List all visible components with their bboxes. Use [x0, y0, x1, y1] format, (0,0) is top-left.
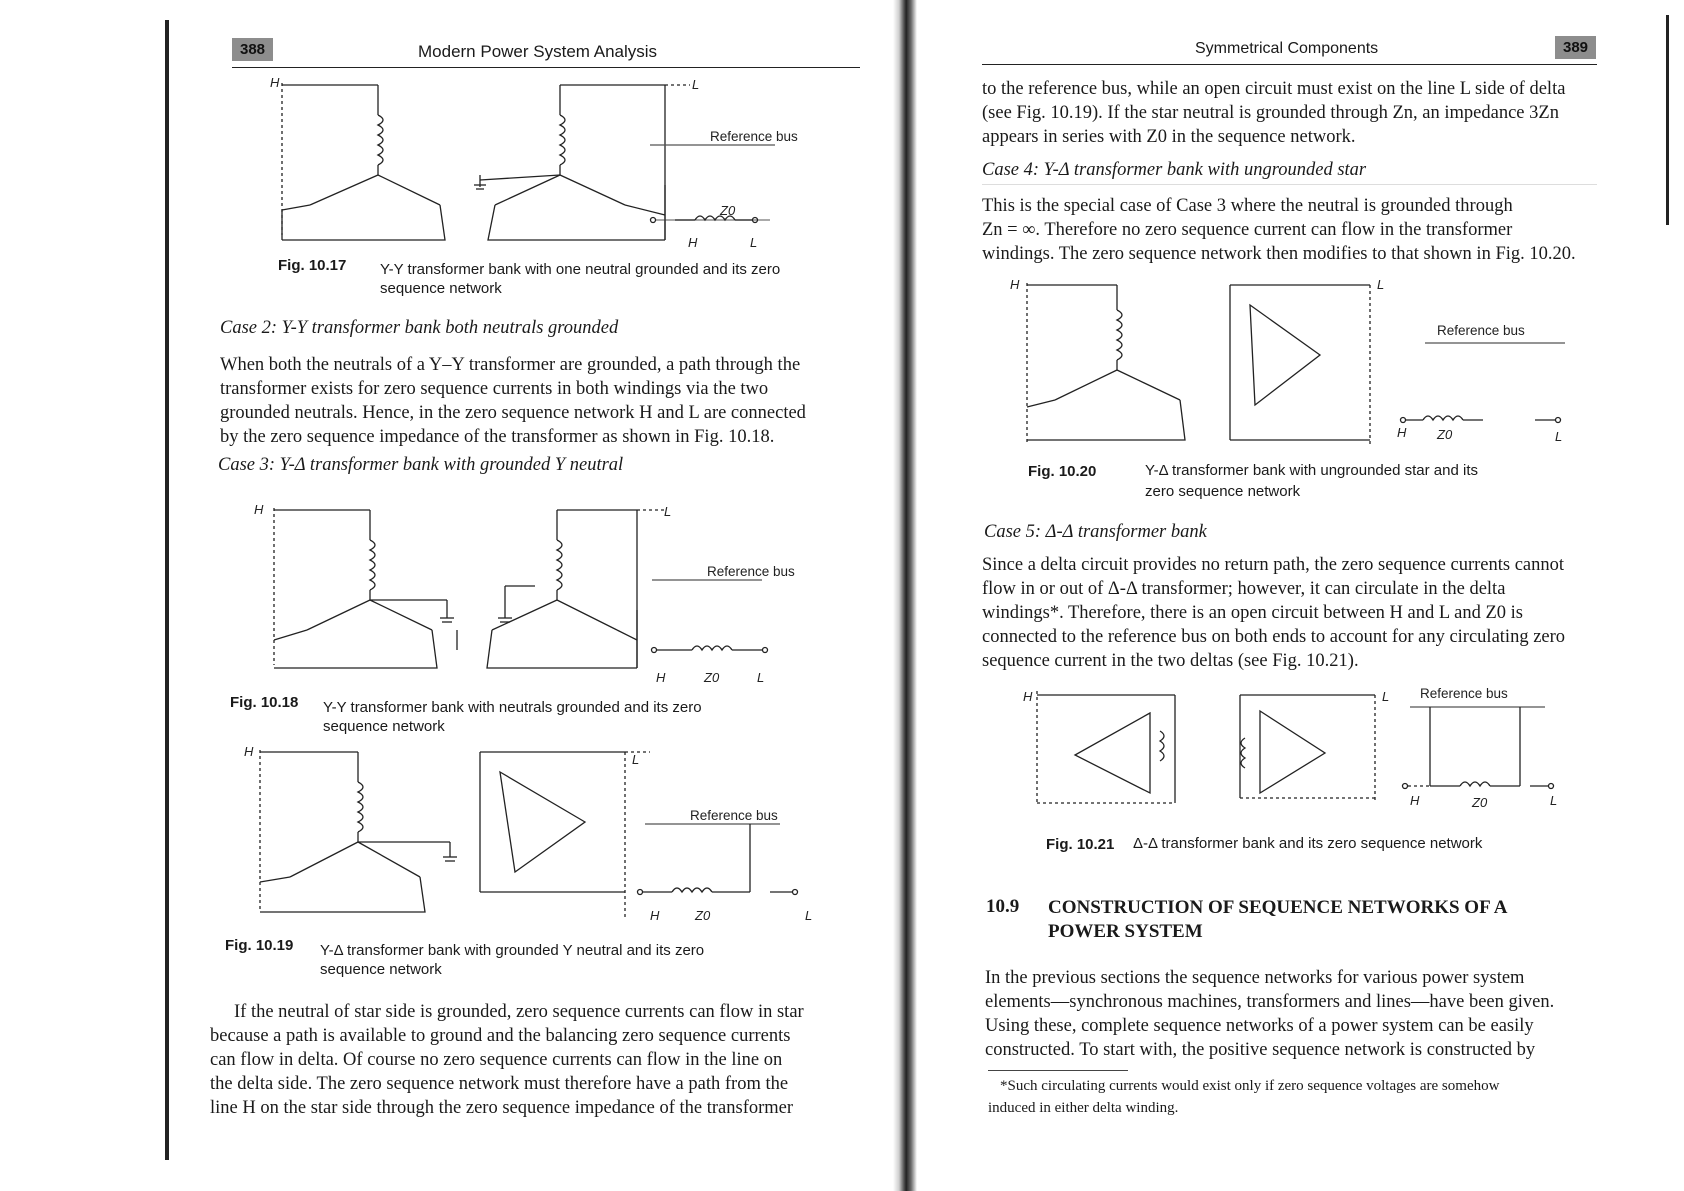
- page-number-right: 389: [1555, 36, 1596, 59]
- section-line: constructed. To start with, the positive sequence network is constructed by: [985, 1040, 1536, 1060]
- footnote-line2: induced in either delta winding.: [988, 1100, 1179, 1116]
- footnote-rule: [988, 1070, 1128, 1071]
- case5-heading: Case 5: Δ-Δ transformer bank: [984, 522, 1207, 542]
- intro-paragraph: [982, 77, 1597, 149]
- figure-10-21: [1020, 683, 1580, 818]
- closing-line: because a path is available to ground and the balancing zero sequence currents: [210, 1026, 791, 1046]
- fig-10-18-z0: Z0: [704, 670, 720, 685]
- case5-line: windings*. Therefore, there is an open circuit between H and L and Z0 is: [982, 603, 1523, 623]
- fig-10-19-label-h: H: [244, 744, 254, 759]
- fig-10-19-net-h: H: [650, 908, 660, 923]
- closing-line: line H on the star side through the zero sequence impedance of the transformer: [210, 1098, 794, 1118]
- fig-10-19-z0: Z0: [695, 908, 711, 923]
- fig-10-19-reference-bus: Reference bus: [690, 808, 778, 823]
- closing-paragraph: [210, 1000, 842, 1120]
- fig-10-17-caption-line2: sequence network: [380, 280, 502, 297]
- fig-10-21-net-h: H: [1410, 793, 1420, 808]
- fig-10-17-net-h: H: [688, 235, 698, 250]
- fig-10-20-label-l: L: [1377, 277, 1385, 292]
- fig-10-19-label-l: L: [632, 752, 640, 767]
- closing-line: the delta side. The zero sequence network must therefore have a path from the: [210, 1074, 789, 1094]
- intro-line: appears in series with Z0 in the sequence network.: [982, 127, 1356, 147]
- intro-line: (see Fig. 10.19). If the star neutral is grounded through Zn, an impedance 3Zn: [982, 103, 1559, 123]
- right-page: [900, 0, 1684, 1191]
- page-number-left: 388: [232, 38, 273, 61]
- case5-paragraph: [982, 553, 1597, 673]
- section-paragraph: [985, 966, 1598, 1062]
- fig-10-20-z0: Z0: [1437, 427, 1453, 442]
- case2-line: transformer exists for zero sequence currents in both windings via the two: [220, 379, 769, 399]
- fig-10-20-number: Fig. 10.20: [1028, 463, 1097, 480]
- case4-heading: Case 4: Y-Δ transformer bank with ungrounded star: [982, 160, 1367, 180]
- section-title-line1: CONSTRUCTION OF SEQUENCE NETWORKS OF A: [1048, 897, 1508, 918]
- fig-10-19-diagram: [240, 742, 850, 932]
- fig-10-20-caption-line2: zero sequence network: [1145, 483, 1301, 500]
- fig-10-20-net-l: L: [1555, 429, 1563, 444]
- case5-line: flow in or out of Δ-Δ transformer; however, it can circulate in the delta: [982, 579, 1506, 599]
- fig-10-17-number: Fig. 10.17: [278, 257, 347, 274]
- fig-10-21-net-l: L: [1550, 793, 1558, 808]
- header-rule-left: [232, 67, 860, 68]
- fig-10-19-caption-line2: sequence network: [320, 961, 442, 978]
- section-title: [1048, 896, 1507, 944]
- running-head-right: Symmetrical Components: [1195, 40, 1379, 57]
- fig-10-21-reference-bus: Reference bus: [1420, 686, 1508, 701]
- fig-10-19-number: Fig. 10.19: [225, 937, 294, 954]
- fig-10-19-caption-line1: Y-Δ transformer bank with grounded Y neutral and its zero: [320, 942, 705, 959]
- case4-rule: [982, 184, 1597, 185]
- fig-10-21-diagram: [1020, 683, 1580, 813]
- fig-10-21-label-h: H: [1023, 689, 1033, 704]
- fig-10-17-reference-bus: Reference bus: [710, 129, 798, 144]
- figure-10-20: [1005, 275, 1595, 460]
- fig-10-18-diagram: [252, 500, 852, 690]
- fig-10-18-net-h: H: [656, 670, 666, 685]
- fig-10-18-caption-line1: Y-Y transformer bank with neutrals grounded and its zero: [323, 699, 702, 716]
- section-line: Using these, complete sequence networks of a power system can be easily: [985, 1016, 1534, 1036]
- fig-10-17-label-h: H: [270, 75, 280, 90]
- case4-line: Zn = ∞. Therefore no zero sequence current can flow in the transformer: [982, 220, 1513, 240]
- header-rule-right: [982, 64, 1597, 65]
- fig-10-20-net-h: H: [1397, 425, 1407, 440]
- case2-line: grounded neutrals. Hence, in the zero sequence network H and L are connected: [220, 403, 806, 423]
- fig-10-20-diagram: [1005, 275, 1595, 455]
- fig-10-17-caption-line1: Y-Y transformer bank with one neutral grounded and its zero: [380, 261, 781, 278]
- fig-10-20-reference-bus: Reference bus: [1437, 323, 1525, 338]
- case4-line: windings. The zero sequence network then modifies to that shown in Fig. 10.20.: [982, 244, 1576, 264]
- fig-10-18-net-l: L: [757, 670, 765, 685]
- case2-heading: Case 2: Y-Y transformer bank both neutrals grounded: [220, 318, 619, 338]
- footnote: [988, 1075, 1603, 1119]
- fig-10-18-label-h: H: [254, 502, 264, 517]
- case2-line: When both the neutrals of a Y–Y transformer are grounded, a path through the: [220, 355, 801, 375]
- figure-10-18: [252, 500, 852, 695]
- section-line: elements—synchronous machines, transformers and lines—have been given.: [985, 992, 1555, 1012]
- fig-10-21-z0: Z0: [1472, 795, 1488, 810]
- fig-10-21-number: Fig. 10.21: [1046, 836, 1115, 853]
- figure-10-17: [270, 75, 860, 260]
- fig-10-18-label-l: L: [664, 504, 672, 519]
- footnote-line1: *Such circulating currents would exist only if zero sequence voltages are somehow: [1000, 1078, 1500, 1094]
- section-title-line2: POWER SYSTEM: [1048, 921, 1203, 942]
- case4-paragraph: [982, 194, 1597, 266]
- case2-line: by the zero sequence impedance of the transformer as shown in Fig. 10.18.: [220, 427, 775, 447]
- case4-line: This is the special case of Case 3 where the neutral is grounded through: [982, 196, 1513, 216]
- figure-10-19: [240, 742, 850, 937]
- fig-10-17-net-l: L: [750, 235, 758, 250]
- case2-paragraph: [220, 353, 852, 449]
- case5-line: sequence current in the two deltas (see Fig. 10.21).: [982, 651, 1359, 671]
- closing-line: If the neutral of star side is grounded, zero sequence currents can flow in star: [234, 1002, 804, 1022]
- fig-10-17-z0: Z0: [720, 203, 736, 218]
- fig-10-20-label-h: H: [1010, 277, 1020, 292]
- running-head-left: Modern Power System Analysis: [418, 42, 658, 61]
- fig-10-17-diagram: [270, 75, 860, 255]
- fig-10-17-label-l: L: [692, 77, 700, 92]
- fig-10-18-caption-line2: sequence network: [323, 718, 445, 735]
- fig-10-18-reference-bus: Reference bus: [707, 564, 795, 579]
- case5-line: Since a delta circuit provides no return path, the zero sequence currents cannot: [982, 555, 1565, 575]
- intro-line: to the reference bus, while an open circuit must exist on the line L side of delta: [982, 79, 1566, 99]
- fig-10-18-number: Fig. 10.18: [230, 694, 299, 711]
- fig-10-21-caption-line1: Δ-Δ transformer bank and its zero sequence network: [1133, 835, 1483, 852]
- fig-10-19-net-l: L: [805, 908, 813, 923]
- fig-10-21-label-l: L: [1382, 689, 1390, 704]
- section-line: In the previous sections the sequence networks for various power system: [985, 968, 1525, 988]
- case3-heading: Case 3: Y-Δ transformer bank with grounded Y neutral: [218, 455, 624, 475]
- closing-line: can flow in delta. Of course no zero sequence currents can flow in the line on: [210, 1050, 783, 1070]
- section-number: 10.9: [986, 896, 1020, 917]
- case5-line: connected to the reference bus on both ends to account for any circulating zero: [982, 627, 1566, 647]
- fig-10-20-caption-line1: Y-Δ transformer bank with ungrounded star and its: [1145, 462, 1478, 479]
